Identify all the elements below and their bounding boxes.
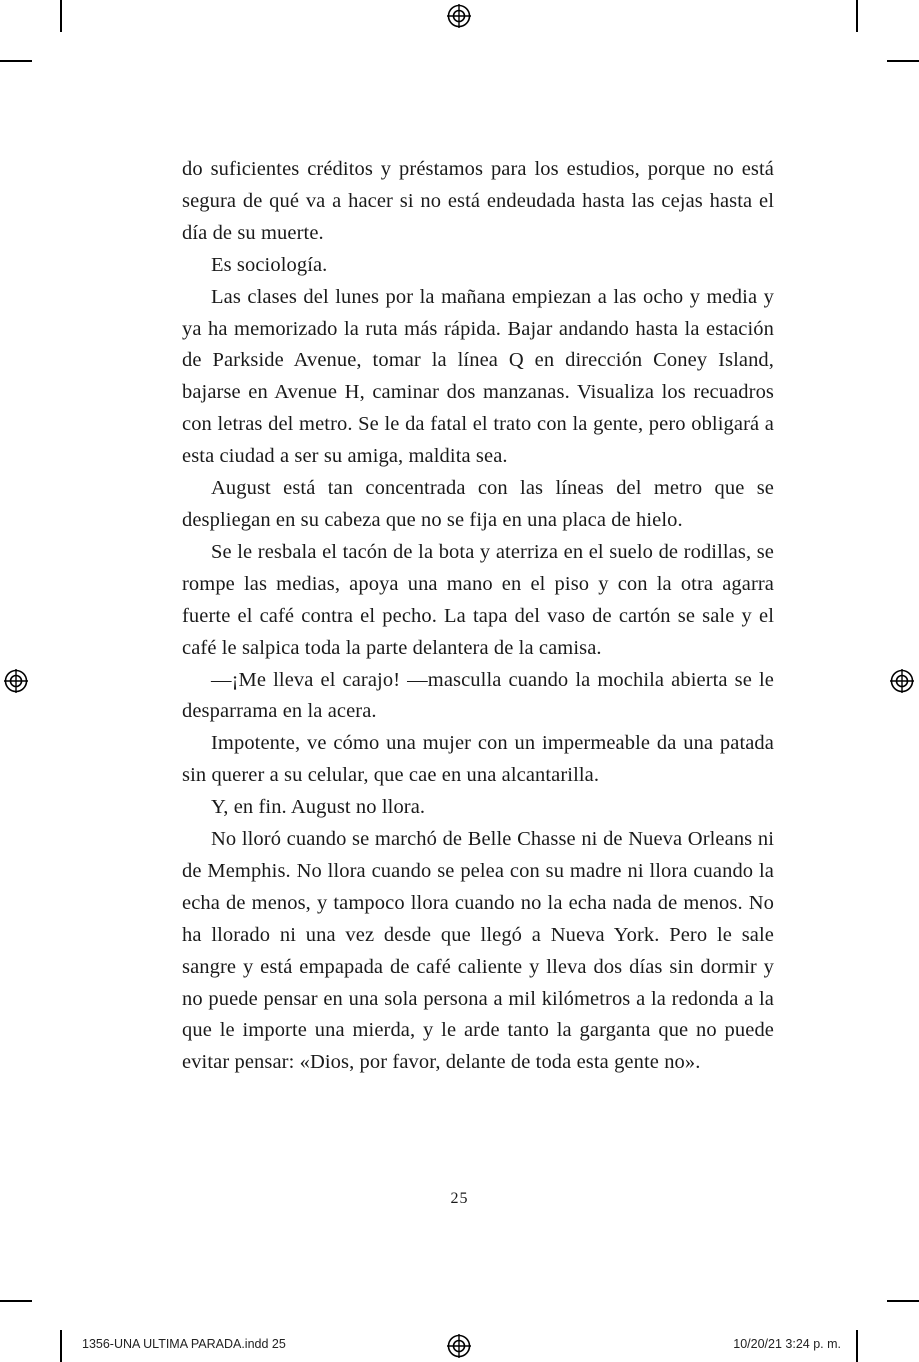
paragraph: Las clases del lunes por la mañana empiezan a las ocho y media y ya ha memorizado la ruta más rápida. Bajar andando hasta la estación de Parkside Avenue, tomar la línea Q en dirección Coney Island, bajarse en Avenue H, caminar dos manzanas. Visualiza los recuadros con letras del metro. Se le da fatal el trato con la gente, pero obligará a esta ciudad a ser su amiga, maldita sea.	[182, 285, 774, 468]
registration-mark-icon	[447, 1334, 471, 1358]
body-text	[182, 154, 774, 1079]
crop-mark-top-right-vertical	[856, 0, 858, 32]
crop-mark-bottom-left-vertical	[60, 1330, 62, 1362]
slug-filename: 1356-UNA ULTIMA PARADA.indd 25	[82, 1337, 286, 1351]
paragraph: Es sociología.	[211, 253, 328, 276]
crop-mark-top-left-vertical	[60, 0, 62, 32]
crop-mark-top-right-horizontal	[887, 60, 919, 62]
paragraph: Impotente, ve cómo una mujer con un impermeable da una patada sin querer a su celular, que cae en una alcantarilla.	[182, 732, 774, 787]
registration-mark-icon	[447, 4, 471, 28]
crop-mark-bottom-right-vertical	[856, 1330, 858, 1362]
crop-mark-bottom-right-horizontal	[887, 1300, 919, 1302]
crop-mark-bottom-left-horizontal	[0, 1300, 32, 1302]
paragraph: August está tan concentrada con las líneas del metro que se despliegan en su cabeza que no se fija en una placa de hielo.	[182, 477, 774, 531]
crop-mark-top-left-horizontal	[0, 60, 32, 62]
paragraph: Se le resbala el tacón de la bota y aterriza en el suelo de rodillas, se rompe las medias, apoya una mano en el piso y con la otra agarra fuerte el café contra el pecho. La tapa del vaso de cartón se sale y el café le salpica toda la parte delantera de la camisa.	[182, 540, 774, 659]
paragraph: No lloró cuando se marchó de Belle Chasse ni de Nueva Orleans ni de Memphis. No llora cuando se pelea con su madre ni llora cuando la echa de menos, y tampoco llora cuando no la echa nada de menos. No ha llorado ni una vez desde que llegó a Nueva York. Pero le sale sangre y está empapada de café caliente y lleva dos días sin dormir y no puede pensar en una sola persona a mil kilómetros a la redonda a la que le importe una mierda, y le arde tanto la garganta que no puede evitar pensar: «Dios, por favor, delante de toda esta gente no».	[182, 828, 774, 1074]
registration-mark-icon	[4, 669, 28, 693]
paragraph: —¡Me lleva el carajo! —masculla cuando la mochila abierta se le desparrama en la acera.	[182, 668, 774, 723]
page-number: 25	[450, 1190, 469, 1207]
slug-timestamp: 10/20/21 3:24 p. m.	[733, 1337, 841, 1351]
paragraph: do suficientes créditos y préstamos para los estudios, porque no está segura de qué va a hacer si no está endeudada hasta las cejas hasta el día de su muerte.	[182, 158, 774, 244]
paragraph: Y, en fin. August no llora.	[211, 796, 426, 819]
registration-mark-icon	[890, 669, 914, 693]
